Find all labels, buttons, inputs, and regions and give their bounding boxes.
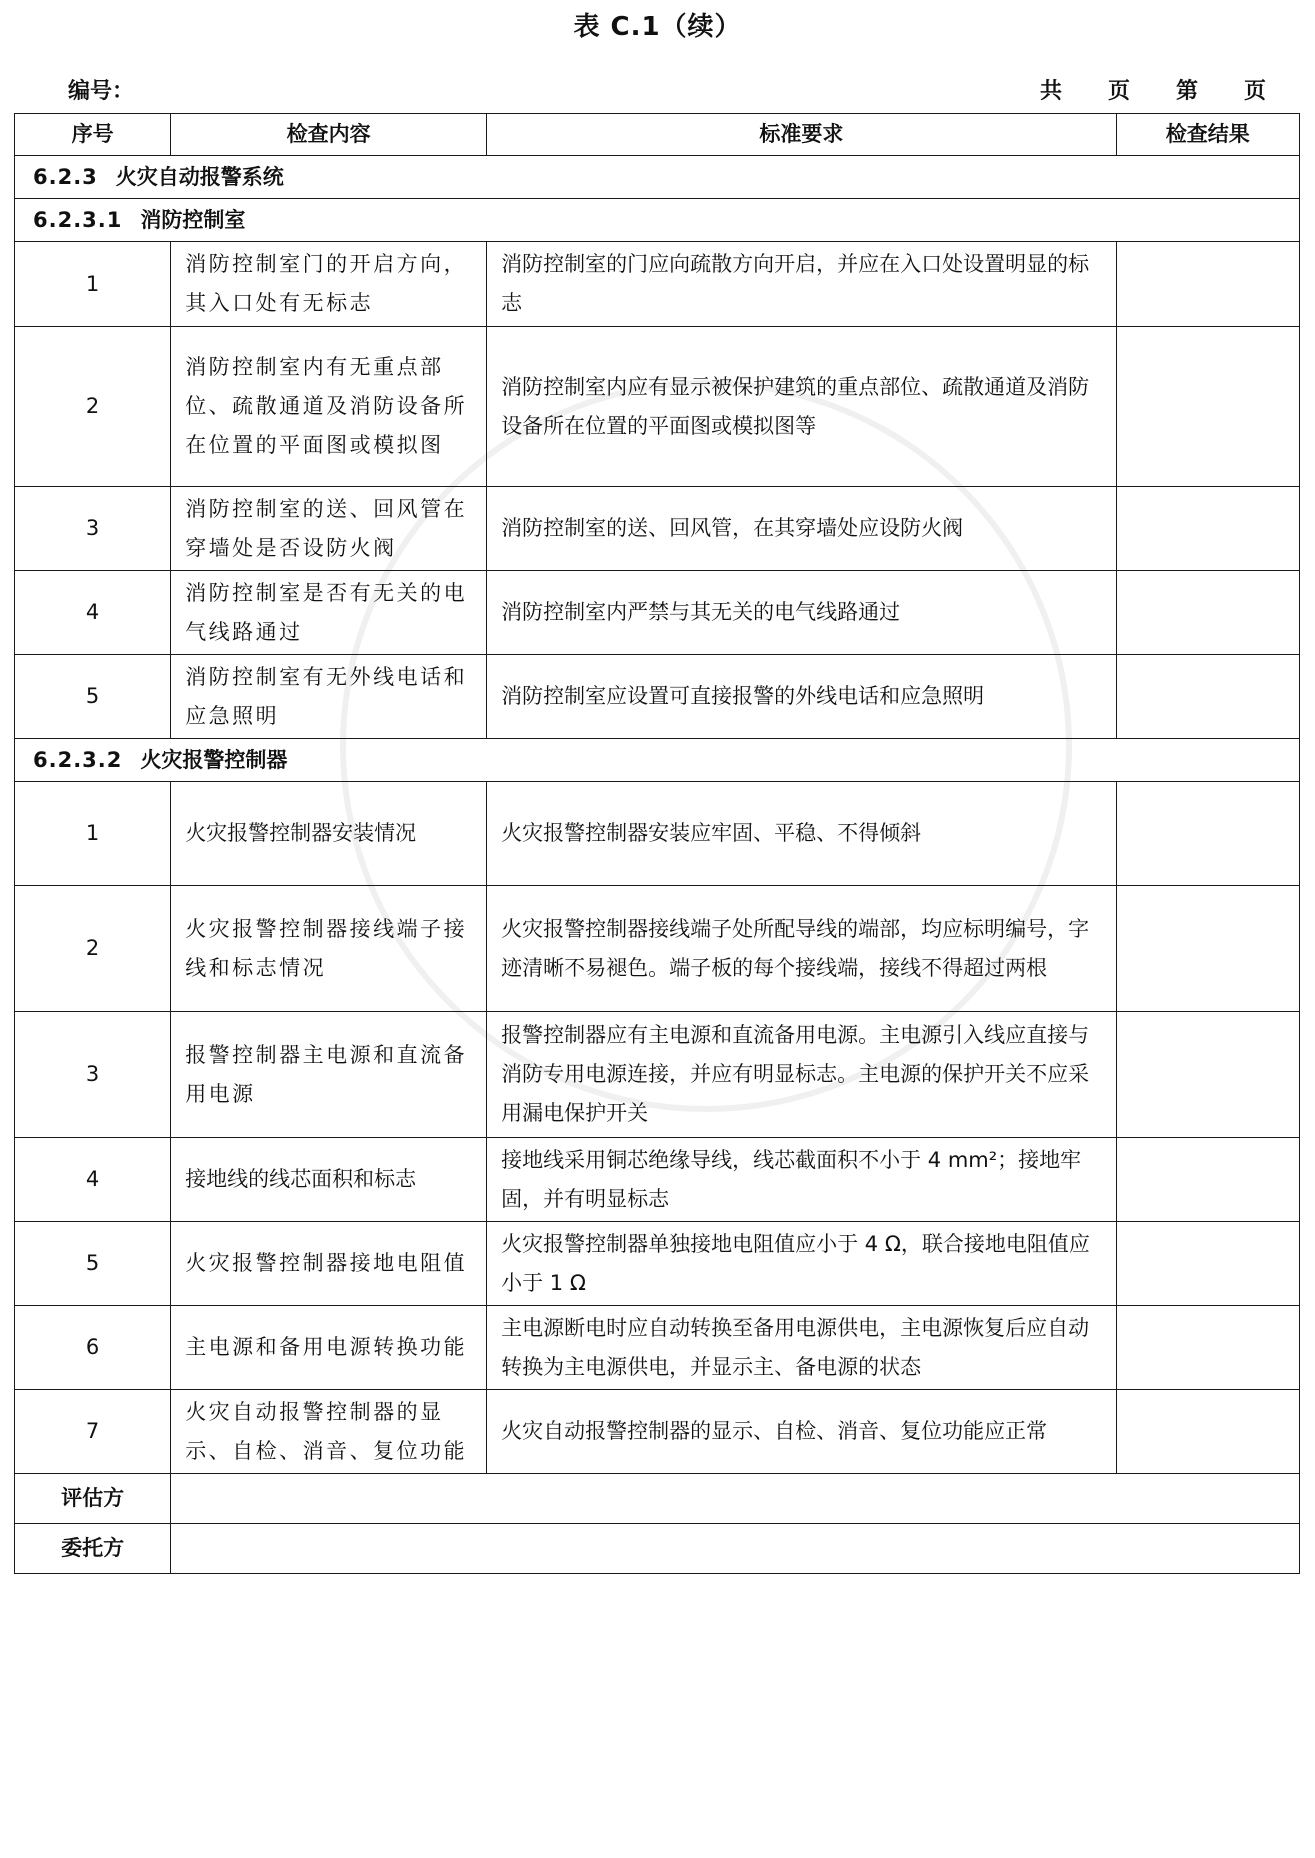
row-requirement: 火灾报警控制器单独接地电阻值应小于 4 Ω，联合接地电阻值应小于 1 Ω (487, 1222, 1116, 1306)
row-result[interactable] (1116, 487, 1299, 571)
section-number: 6.2.3 (33, 164, 98, 189)
footer-row-assessor (15, 1474, 1300, 1524)
row-requirement: 火灾报警控制器安装应牢固、平稳、不得倾斜 (487, 782, 1116, 886)
page-label-1: 页 (1108, 79, 1131, 104)
row-result[interactable] (1116, 886, 1299, 1012)
subsection-number: 6.2.3.2 (33, 747, 123, 772)
header-result: 检查结果 (1116, 114, 1299, 156)
row-content: 消防控制室门的开启方向，其入口处有无标志 (171, 242, 487, 327)
table-title: 表 C.1（续） (573, 12, 742, 42)
row-number: 1 (15, 242, 171, 327)
row-result[interactable] (1116, 1222, 1299, 1306)
row-result[interactable] (1116, 571, 1299, 655)
client-value[interactable] (171, 1524, 1300, 1574)
subsection-heading (15, 199, 1300, 242)
row-result[interactable] (1116, 327, 1299, 487)
subsection-row (15, 739, 1300, 782)
table-row (15, 1222, 1300, 1306)
row-content: 火灾自动报警控制器的显示、自检、消音、复位功能 (171, 1390, 487, 1474)
table-row (15, 242, 1300, 327)
table-row (15, 1390, 1300, 1474)
header-content: 检查内容 (171, 114, 487, 156)
row-number: 3 (15, 1012, 171, 1138)
row-content: 火灾报警控制器安装情况 (171, 782, 487, 886)
row-number: 4 (15, 571, 171, 655)
row-content: 主电源和备用电源转换功能 (171, 1306, 487, 1390)
row-content: 火灾报警控制器接地电阻值 (171, 1222, 487, 1306)
subsection-title: 火灾报警控制器 (140, 747, 288, 772)
subsection-number: 6.2.3.1 (33, 207, 123, 232)
row-requirement: 火灾报警控制器接线端子处所配导线的端部，均应标明编号，字迹清晰不易褪色。端子板的每个接线端，接线不得超过两根 (487, 886, 1116, 1012)
row-number: 2 (15, 886, 171, 1012)
row-result[interactable] (1116, 1138, 1299, 1222)
row-number: 1 (15, 782, 171, 886)
row-requirement: 火灾自动报警控制器的显示、自检、消音、复位功能应正常 (487, 1390, 1116, 1474)
row-content: 报警控制器主电源和直流备用电源 (171, 1012, 487, 1138)
row-content: 消防控制室是否有无关的电气线路通过 (171, 571, 487, 655)
page-label-2: 页 (1244, 79, 1267, 104)
table-row (15, 886, 1300, 1012)
row-result[interactable] (1116, 1390, 1299, 1474)
row-result[interactable] (1116, 1012, 1299, 1138)
table-row (15, 327, 1300, 487)
header-no: 序号 (15, 114, 171, 156)
row-number: 4 (15, 1138, 171, 1222)
row-requirement: 接地线采用铜芯绝缘导线，线芯截面积不小于 4 mm²；接地牢固，并有明显标志 (487, 1138, 1116, 1222)
section-title: 火灾自动报警系统 (115, 164, 284, 189)
row-number: 2 (15, 327, 171, 487)
row-content: 消防控制室有无外线电话和应急照明 (171, 655, 487, 739)
row-requirement: 报警控制器应有主电源和直流备用电源。主电源引入线应直接与消防专用电源连接，并应有明显标志。主电源的保护开关不应采用漏电保护开关 (487, 1012, 1116, 1138)
row-result[interactable] (1116, 242, 1299, 327)
row-requirement: 消防控制室内应有显示被保护建筑的重点部位、疏散通道及消防设备所在位置的平面图或模拟图等 (487, 327, 1116, 487)
total-label: 共 (1040, 79, 1063, 104)
row-requirement: 主电源断电时应自动转换至备用电源供电，主电源恢复后应自动转换为主电源供电，并显示主、备电源的状态 (487, 1306, 1116, 1390)
section-row (15, 156, 1300, 199)
footer-row-client (15, 1524, 1300, 1574)
table-row (15, 1306, 1300, 1390)
assessor-value[interactable] (171, 1474, 1300, 1524)
number-label: 编号： (68, 79, 135, 104)
row-content: 火灾报警控制器接线端子接线和标志情况 (171, 886, 487, 1012)
row-requirement: 消防控制室的门应向疏散方向开启，并应在入口处设置明显的标志 (487, 242, 1116, 327)
row-number: 5 (15, 1222, 171, 1306)
row-content: 接地线的线芯面积和标志 (171, 1138, 487, 1222)
row-result[interactable] (1116, 655, 1299, 739)
table-row (15, 782, 1300, 886)
subsection-row (15, 199, 1300, 242)
header-requirement: 标准要求 (487, 114, 1116, 156)
table-row (15, 1138, 1300, 1222)
row-number: 7 (15, 1390, 171, 1474)
subsection-heading (15, 739, 1300, 782)
row-number: 3 (15, 487, 171, 571)
row-result[interactable] (1116, 782, 1299, 886)
row-requirement: 消防控制室内严禁与其无关的电气线路通过 (487, 571, 1116, 655)
table-row (15, 571, 1300, 655)
inspection-table (14, 113, 1300, 1574)
table-row (15, 655, 1300, 739)
row-requirement: 消防控制室的送、回风管，在其穿墙处应设防火阀 (487, 487, 1116, 571)
row-result[interactable] (1116, 1306, 1299, 1390)
row-number: 6 (15, 1306, 171, 1390)
nth-label: 第 (1176, 79, 1199, 104)
table-row (15, 1012, 1300, 1138)
row-requirement: 消防控制室应设置可直接报警的外线电话和应急照明 (487, 655, 1116, 739)
page-counter (1040, 74, 1312, 105)
subsection-title: 消防控制室 (140, 207, 246, 232)
row-number: 5 (15, 655, 171, 739)
section-heading (15, 156, 1300, 199)
table-header-row (15, 114, 1300, 156)
row-content: 消防控制室内有无重点部位、疏散通道及消防设备所在位置的平面图或模拟图 (171, 327, 487, 487)
table-row (15, 487, 1300, 571)
row-content: 消防控制室的送、回风管在穿墙处是否设防火阀 (171, 487, 487, 571)
client-label: 委托方 (15, 1524, 171, 1574)
assessor-label: 评估方 (15, 1474, 171, 1524)
